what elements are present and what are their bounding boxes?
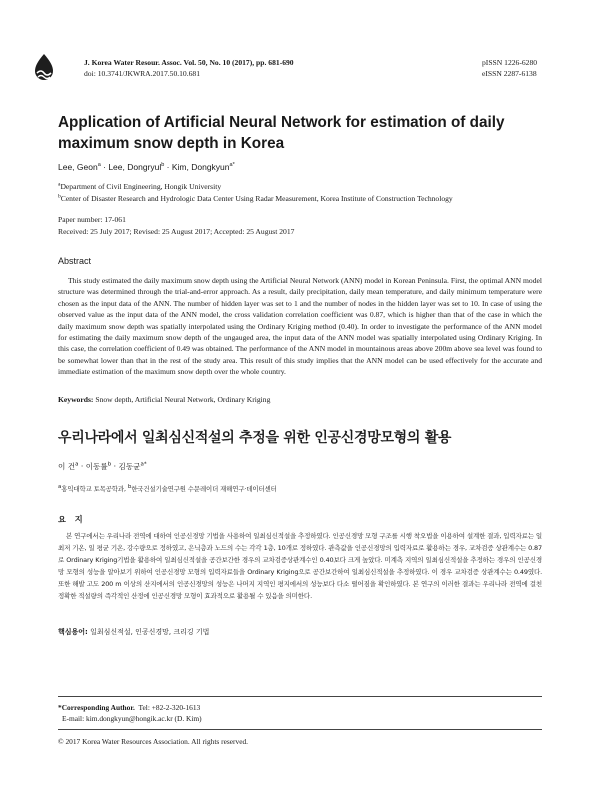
copyright-divider [58, 729, 542, 730]
doi-link[interactable]: doi: 10.3741/JKWRA.2017.50.10.681 [84, 69, 201, 78]
korean-author-name: 이동률 [85, 462, 108, 471]
korean-title: 우리나라에서 일최심신적설의 추정을 위한 인공신경망모형의 활용 [58, 430, 452, 446]
author-separator: · [100, 162, 109, 172]
abstract-heading: Abstract [58, 256, 92, 266]
keywords-label: Keywords: [58, 395, 94, 404]
korean-affiliation-marker: a [58, 483, 62, 490]
author-affiliation-marker: b [161, 162, 165, 169]
author-affiliation-marker: a [97, 162, 101, 169]
affiliation-line: $^b$Center of Disaster Research and Hydrologic Data Center Using Radar Measurement, Korea Institute of Construction Technology [58, 193, 453, 203]
journal-header [84, 57, 294, 79]
paper-info [58, 214, 294, 238]
korean-author-affiliation-marker: b [107, 461, 112, 468]
journal-logo-icon [30, 52, 58, 82]
pissn: pISSN 1226-6280 [482, 58, 538, 67]
corresponding-label: *Corresponding Author. [58, 703, 135, 712]
korean-abstract-text: 본 연구에서는 우리나라 전역에 대하여 인공신경망 기법을 사용하여 일최심신적설을 추정하였다. 인공신경망 모형 구조를 시행 착오법을 이용하여 설계한 결과, 입력자료는 일 최저 기온, 일 평균 기온, 강수량으로 정하였고, 은닉층과 노드의 수는 각각 1층, 10개로 정하였다. 관측값을 인공신경망의 입력자료로 활용하는 경우, 교차검증 상관계수는 0.87로 Ordinary Kriging기법을 활용하여 일최심신적설을 공간보간한 경우의 교차검증상관계수인 0.40보다 크게 높았다. 미계측 지역의 일최심신적설을 추정하는 경우의 인공신경망 모형의 성능을 알아보기 위하여 인공신경망 모형의 입력자료들을 Ordinary Kriging으로 공간보간하여 일최심신적설을 추정하였다. 이 경우 교차검증 상관계수는 0.49였다. 또한 해발 고도 200 m 이상의 산지에서의 인공신경망의 성능은 나머지 지역인 평지에서의 성능보다 다소 떨어짐을 확인하였다. 본 연구의 이러한 결과는 우리나라 전역에 걸친 정확한 적설량의 즉각적인 산정에 인공신경망 모형이 효과적으로 활용될 수 있음을 의미한다. [58, 532, 542, 600]
korean-author-list [58, 461, 147, 472]
korean-affiliation [58, 484, 277, 493]
author-list [58, 162, 235, 172]
korean-author-name: 이 건 [58, 462, 76, 471]
corresponding-author [58, 702, 202, 724]
keywords-list: Snow depth, Artificial Neural Network, Ordinary Kriging [95, 395, 271, 404]
korean-abstract-heading: 요 지 [58, 514, 86, 524]
author-name: Lee, Dongryul [108, 162, 162, 172]
korean-author-separator: · [111, 462, 119, 471]
author-affiliation-marker: a* [229, 162, 235, 169]
author-separator: · [164, 162, 172, 172]
korean-author-affiliation-marker: a [75, 461, 79, 468]
korean-author-affiliation-marker: a* [140, 461, 147, 468]
paper-number: Paper number: 17-061 [58, 215, 126, 224]
issn-block [482, 57, 537, 79]
author-name: Lee, Geon [58, 162, 98, 172]
corresponding-email[interactable]: E-mail: kim.dongkyun@hongik.ac.kr (D. Kim) [62, 714, 202, 723]
affiliation-line: $^a$Department of Civil Engineering, Hongik University [58, 181, 222, 191]
copyright: © 2017 Korea Water Resources Association. All rights reserved. [58, 737, 249, 746]
korean-affiliation-text: 홍익대학교 토목공학과, [61, 485, 128, 493]
received-dates: Received: 25 July 2017; Revised: 25 August 2017; Accepted: 25 August 2017 [58, 227, 295, 236]
footnote-divider [58, 696, 542, 697]
affiliations [58, 181, 453, 205]
korean-keywords-list: 일최심신적설, 인공신경망, 크리깅 기법 [90, 628, 210, 636]
abstract-text: This study estimated the daily maximum snow depth using the Artificial Neural Network (ANN) model in Korean Peninsula. First, the optimal ANN model structure was determined through the trial-and-error approach. As a result, daily precipitation, daily mean temperature, and daily minimum temperature were chosen as the input data of the ANN. The number of hidden layer was set to 1 and the number of nodes in the hidden layer was set to 10. In case of using the observed value as the input data of the ANN model, the cross validation correlation coefficient was 0.87, which is higher than that of the case in which the daily maximum snow depth was spatially interpolated using the Ordinary Kriging method (0.40). In order to investigate the performance of the ANN model for estimating the daily maximum snow depth of the ungauged area, the input data of the ANN model was spatially interpolated using Ordinary Kriging. In this case, the correlation coefficient of 0.49 was obtained. The performance of the ANN model in mountainous areas above 200m above sea level was found to be somewhat lower than that in the rest of the study area. This result of this study implies that the ANN model can be used effectively for the accurate and immediate estimation of the maximum snow depth over the whole country. [58, 276, 542, 377]
author-name: Kim, Dongkyun [171, 162, 230, 172]
korean-keywords-label: 핵심용어: [58, 628, 88, 636]
corresponding-tel: Tel: +82-2-320-1613 [138, 703, 201, 712]
korean-author-name: 김동균 [118, 462, 141, 471]
journal-citation: J. Korea Water Resour. Assoc. Vol. 50, No. 10 (2017), pp. 681-690 [84, 58, 294, 67]
korean-keywords [58, 627, 209, 637]
korean-affiliation-marker: b [127, 483, 132, 490]
korean-affiliation-text: 한국건설기술연구원 수문레이더 재해연구·데이터센터 [131, 485, 277, 493]
korean-author-separator: · [78, 462, 86, 471]
keywords [58, 395, 270, 404]
eissn: eISSN 2287-6138 [482, 69, 537, 78]
paper-title: Application of Artificial Neural Network for estimation of daily maximum snow depth in Korea [58, 114, 505, 152]
